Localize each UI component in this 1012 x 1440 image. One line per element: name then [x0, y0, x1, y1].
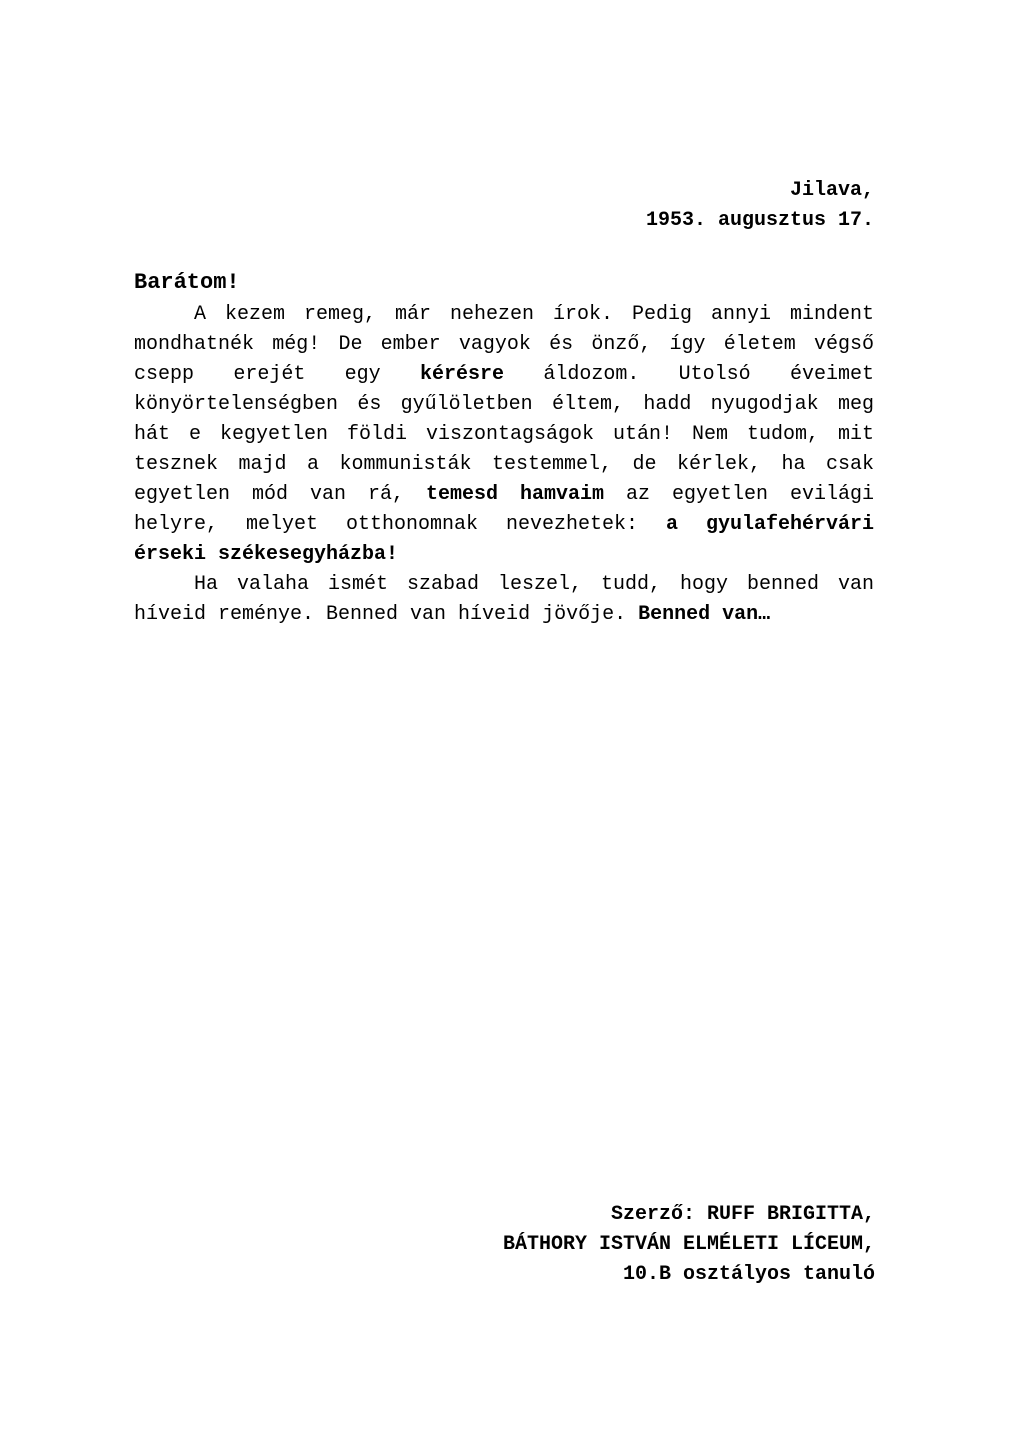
signature-block [503, 1200, 875, 1290]
paragraph-2-bold-1: Benned van… [638, 603, 771, 626]
signature-author: Szerző: RUFF BRIGITTA, [610, 1203, 875, 1226]
paragraph-1-bold-2: temesd hamvaim [425, 483, 604, 506]
letter-body [134, 300, 874, 630]
paragraph-1-text-1: A kezem remeg, már nehezen írok. Pedig annyi mindent mondhatnék még! De ember vagyok és önző, így életem végső csepp erejét egy [134, 303, 874, 386]
salutation: Barátom! [134, 270, 240, 295]
paragraph-2 [134, 570, 874, 630]
paragraph-1-text-3: az egyetlen evilági helyre, melyet otthonomnak nevezhetek: [134, 483, 874, 536]
paragraph-2-text-1: Ha valaha ismét szabad leszel, tudd, hogy benned van híveid reménye. Benned van híveid jövője. [134, 573, 874, 626]
paragraph-1-bold-3: a gyulafehérvári érseki székesegyházba! [134, 513, 875, 566]
signature-class: 10.B osztályos tanuló [622, 1263, 875, 1286]
dateline [646, 176, 874, 236]
place-text: Jilava, [789, 179, 874, 202]
paragraph-1-text-2: áldozom. Utolsó éveimet könyörtelenségben és gyűlöletben éltem, hadd nyugodjak meg hát e kegyetlen földi viszontagságok után! Nem tudom, mit tesznek majd a kommunisták testemmel, de kérlek, ha csak egyetlen mód van rá, [134, 363, 874, 506]
date-text: 1953. augusztus 17. [645, 209, 874, 232]
paragraph-1 [134, 300, 874, 570]
signature-school: BÁTHORY ISTVÁN ELMÉLETI LÍCEUM, [502, 1233, 875, 1256]
paragraph-1-bold-1: kérésre [419, 363, 504, 386]
